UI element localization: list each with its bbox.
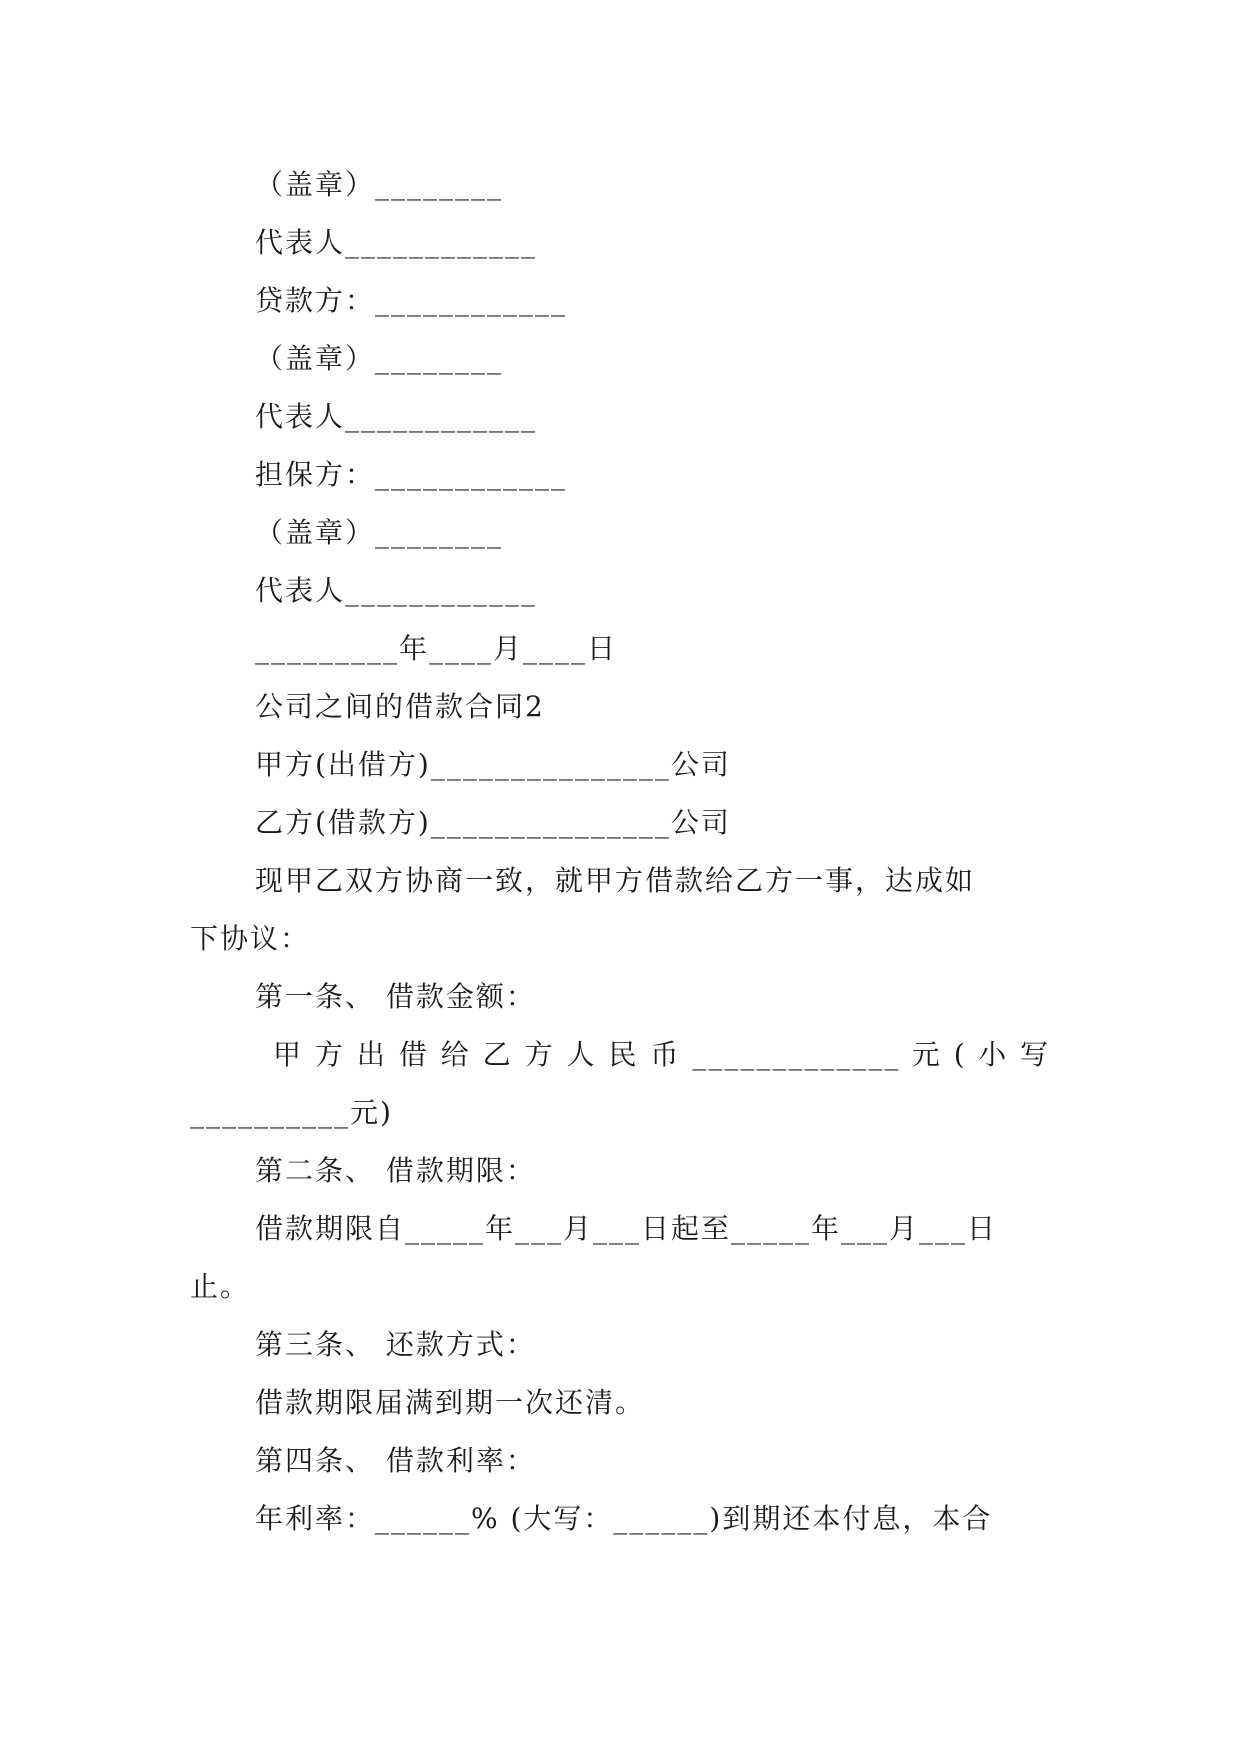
party-a-line: 甲方(出借方)_______________公司	[255, 748, 731, 781]
article-4-body: 年利率：______% (大写：______)到期还本付息，本合	[255, 1502, 993, 1535]
date-line: _________年____月____日	[255, 632, 618, 665]
guarantor-line: 担保方：____________	[255, 458, 568, 491]
seal-line-2: （盖章）________	[255, 342, 504, 375]
representative-line-2: 代表人____________	[255, 400, 538, 433]
article-2-body-line-1: 借款期限自_____年___月___日起至_____年___月___日	[255, 1212, 998, 1245]
section-title: 公司之间的借款合同2	[255, 690, 545, 723]
seal-line-3: （盖章）________	[255, 516, 504, 549]
agreement-intro-line-2: 下协议：	[190, 922, 311, 955]
article-1-body-line-2: __________元)	[190, 1096, 393, 1129]
seal-line-1: （盖章）________	[255, 168, 504, 201]
article-2-body-line-2: 止。	[190, 1270, 251, 1303]
article-3-body: 借款期限届满到期一次还清。	[255, 1386, 646, 1419]
article-1-heading: 第一条、 借款金额：	[255, 980, 536, 1013]
agreement-intro-line-1: 现甲乙双方协商一致，就甲方借款给乙方一事，达成如	[255, 864, 976, 897]
party-b-line: 乙方(借款方)_______________公司	[255, 806, 731, 839]
representative-line-1: 代表人____________	[255, 226, 538, 259]
article-4-heading: 第四条、 借款利率：	[255, 1444, 536, 1477]
article-1-body-line-1: 甲 方 出 借 给 乙 方 人 民 币 _____________ 元 ( 小 写	[273, 1038, 1050, 1071]
representative-line-3: 代表人____________	[255, 574, 538, 607]
article-3-heading: 第三条、 还款方式：	[255, 1328, 536, 1361]
lender-line: 贷款方：____________	[255, 284, 568, 317]
article-2-heading: 第二条、 借款期限：	[255, 1154, 536, 1187]
